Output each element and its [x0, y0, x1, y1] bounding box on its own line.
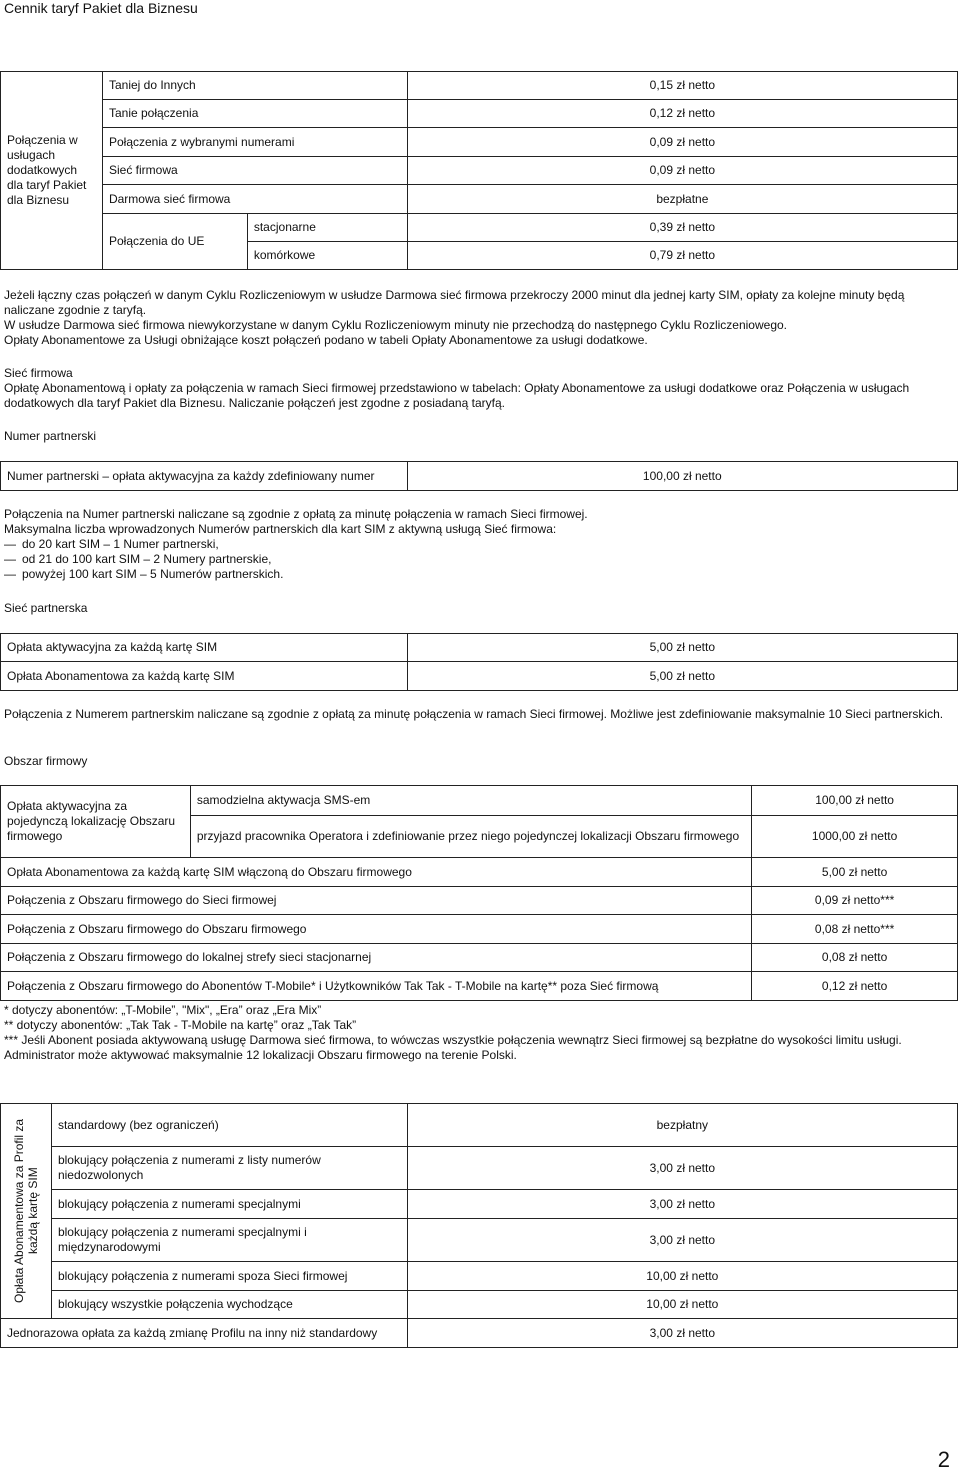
section-heading: Obszar firmowy — [4, 754, 88, 768]
profile-label: blokujący wszystkie połączenia wychodzące — [51, 1291, 407, 1319]
business-area-table — [0, 785, 958, 1001]
list-item: — od 21 do 100 kart SIM – 2 Numery partnerskie, — [4, 552, 944, 567]
fee-price: 0,08 zł netto — [752, 944, 958, 972]
profile-label: blokujący połączenia z numerami z listy numerów niedozwolonych — [51, 1147, 407, 1190]
profile-change-label: Jednorazowa opłata za każdą zmianę Profilu na inny niż standardowy — [1, 1319, 408, 1348]
activation-option: przyjazd pracownika Operatora i zdefiniowanie przez niego pojedynczej lokalizacji Obszaru firmowego — [190, 816, 751, 858]
fee-price: 100,00 zł netto — [407, 462, 957, 491]
ue-price: 0,79 zł netto — [407, 242, 957, 270]
note-text: W usłudze Darmowa sieć firmowa niewykorzystane w danym Cyklu Rozliczeniowym minuty nie przechodzą do następnego Cyklu Rozliczeniowego. — [4, 318, 787, 332]
section-label: Połączenia w usługach dodatkowych dla taryf Pakiet dla Biznesu — [1, 72, 103, 270]
fee-label: Opłata Abonamentowa za każdą kartę SIM włączoną do Obszaru firmowego — [1, 858, 752, 887]
note-text: Jeżeli łączny czas połączeń w danym Cyklu Rozliczeniowym w usłudze Darmowa sieć firmowa przekroczy 2000 minut dla jednej karty SIM, opłaty za kolejne minuty będą naliczane zgodnie z taryfą. — [4, 288, 905, 317]
fee-price: 100,00 zł netto — [752, 786, 958, 816]
service-label: Tanie połączenia — [102, 100, 407, 128]
fee-label: Opłata Abonamentowa za każdą kartę SIM — [1, 662, 408, 691]
additional-services-table — [0, 71, 958, 270]
service-label: Darmowa sieć firmowa — [102, 185, 407, 214]
partner-number-table — [0, 461, 958, 491]
profile-label: blokujący połączenia z numerami specjalnymi — [51, 1190, 407, 1219]
page-number: 2 — [937, 1447, 950, 1472]
ue-type-label: komórkowe — [247, 242, 407, 270]
service-price: 0,09 zł netto — [407, 157, 957, 185]
service-price: bezpłatne — [407, 185, 957, 214]
profile-price: 10,00 zł netto — [407, 1291, 957, 1319]
service-label: Połączenia z wybranymi numerami — [102, 128, 407, 157]
profile-side-label: Opłata Abonamentowa za Profil za każdą kartę SIM — [11, 1118, 40, 1304]
siec-firmowa-block — [4, 366, 944, 411]
fee-label: Połączenia z Obszaru firmowego do Sieci firmowej — [1, 887, 752, 915]
service-price: 0,09 zł netto — [407, 128, 957, 157]
fee-price: 0,09 zł netto*** — [752, 887, 958, 915]
fee-price: 5,00 zł netto — [752, 858, 958, 887]
activation-label: Opłata aktywacyjna za pojedynczą lokalizację Obszaru firmowego — [1, 786, 191, 858]
fee-price: 5,00 zł netto — [407, 634, 957, 662]
list-item: — powyżej 100 kart SIM – 5 Numerów partnerskich. — [4, 567, 944, 582]
ue-type-label: stacjonarne — [247, 214, 407, 242]
page-title: Cennik taryf Pakiet dla Biznesu — [4, 0, 198, 16]
service-label: Taniej do Innych — [102, 72, 407, 100]
partner-limits-list — [4, 537, 944, 582]
list-item: — do 20 kart SIM – 1 Numer partnerski, — [4, 537, 944, 552]
note-text: Połączenia na Numer partnerski naliczane są zgodnie z opłatą za minutę połączenia w ramach Sieci firmowej. — [4, 507, 588, 521]
profile-price: bezpłatny — [407, 1104, 957, 1147]
fee-label: Połączenia z Obszaru firmowego do lokalnej strefy sieci stacjonarnej — [1, 944, 752, 972]
fee-price: 1000,00 zł netto — [752, 816, 958, 858]
fee-label: Połączenia z Obszaru firmowego do Obszaru firmowego — [1, 915, 752, 944]
profile-fee-table — [0, 1103, 958, 1348]
section-text: Opłatę Abonamentową i opłaty za połączenia w ramach Sieci firmowej przedstawiono w tabelach: Opłaty Abonamentowe za usługi dodatkowe oraz Połączenia w usługach dodatkowych dla taryf Pakiet dla Biznesu. Naliczanie połączeń jest zgodne z posiadaną taryfą. — [4, 381, 910, 410]
ue-label: Połączenia do UE — [102, 214, 247, 270]
fee-price: 0,12 zł netto — [752, 972, 958, 1001]
fee-price: 0,08 zł netto*** — [752, 915, 958, 944]
profile-side-label-cell — [1, 1104, 52, 1319]
service-price: 0,15 zł netto — [407, 72, 957, 100]
note-text: Połączenia z Numerem partnerskim naliczane są zgodnie z opłatą za minutę połączenia w ramach Sieci firmowej. Możliwe jest zdefiniowanie maksymalnie 10 Sieci partnerskich. — [4, 707, 944, 721]
footnote: *** Jeśli Abonent posiada aktywowaną usługę Darmowa sieć firmowa, to wówczas wszystkie połączenia wewnątrz Sieci firmowej są bezpłatne do wysokości limitu usługi. — [4, 1033, 902, 1047]
profile-price: 3,00 zł netto — [407, 1219, 957, 1262]
footnote: * dotyczy abonentów: „T-Mobile”, "Mix", „Era” oraz „Era Mix” — [4, 1003, 322, 1017]
section-heading: Sieć partnerska — [4, 601, 88, 615]
footnote: Administrator może aktywować maksymalnie 12 lokalizacji Obszaru firmowego na terenie Polski. — [4, 1048, 517, 1062]
profile-price: 3,00 zł netto — [407, 1190, 957, 1219]
profile-change-price: 3,00 zł netto — [407, 1319, 957, 1348]
service-label: Sieć firmowa — [102, 157, 407, 185]
note-text: Maksymalna liczba wprowadzonych Numerów partnerskich dla kart SIM z aktywną usługą Sieć firmowa: — [4, 522, 557, 536]
profile-label: blokujący połączenia z numerami spoza Sieci firmowej — [51, 1262, 407, 1291]
partner-notes — [4, 507, 944, 582]
fee-label: Opłata aktywacyjna za każdą kartę SIM — [1, 634, 408, 662]
activation-option: samodzielna aktywacja SMS-em — [190, 786, 751, 816]
note-text: Opłaty Abonamentowe za Usługi obniżające koszt połączeń podano w tabeli Opłaty Abonamentowe za usługi dodatkowe. — [4, 333, 648, 347]
fee-label: Połączenia z Obszaru firmowego do Abonentów T-Mobile* i Użytkowników Tak Tak - T-Mobile na kartę** poza Sieć firmową — [1, 972, 752, 1001]
profile-price: 10,00 zł netto — [407, 1262, 957, 1291]
partner-network-table — [0, 633, 958, 691]
fee-price: 5,00 zł netto — [407, 662, 957, 691]
section-heading: Numer partnerski — [4, 429, 97, 443]
notes-block — [4, 288, 944, 348]
fee-label: Numer partnerski – opłata aktywacyjna za każdy zdefiniowany numer — [1, 462, 408, 491]
section-heading: Sieć firmowa — [4, 366, 73, 380]
footnote: ** dotyczy abonentów: „Tak Tak - T-Mobile na kartę” oraz „Tak Tak” — [4, 1018, 357, 1032]
footnotes — [4, 1003, 944, 1063]
ue-price: 0,39 zł netto — [407, 214, 957, 242]
service-price: 0,12 zł netto — [407, 100, 957, 128]
profile-label: blokujący połączenia z numerami specjalnymi i międzynarodowymi — [51, 1219, 407, 1262]
profile-label: standardowy (bez ograniczeń) — [51, 1104, 407, 1147]
profile-price: 3,00 zł netto — [407, 1147, 957, 1190]
